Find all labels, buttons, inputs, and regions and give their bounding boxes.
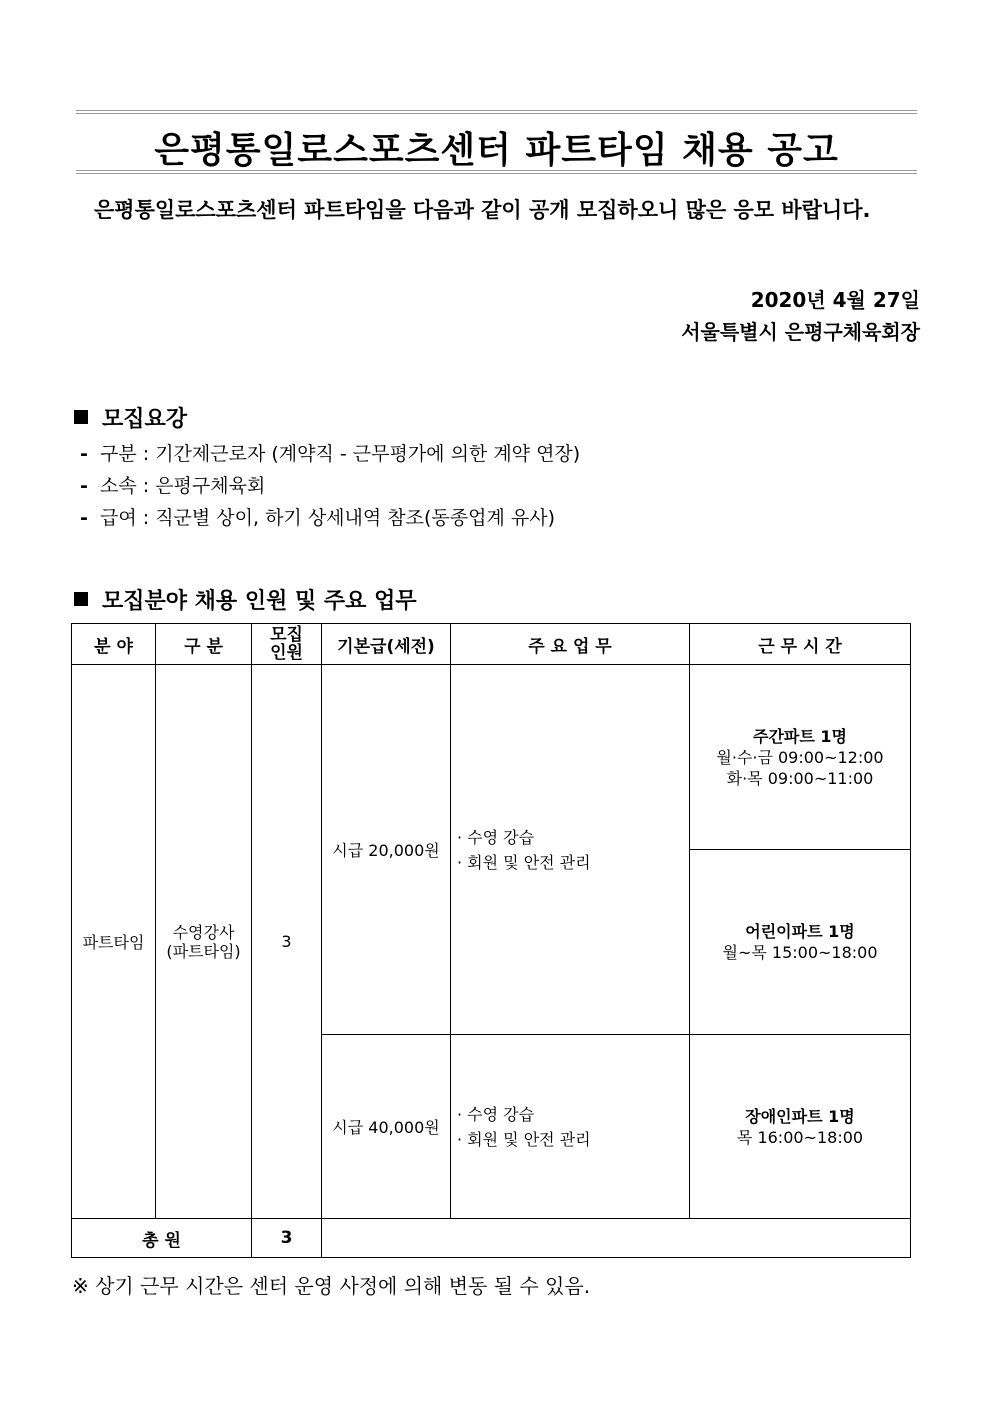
requirement-item: - 구분 : 기간제근로자 (계약직 - 근무평가에 의한 계약 연장) [80,443,581,465]
requirement-item: - 소속 : 은평구체육회 [80,475,266,497]
header-duties: 주 요 업 무 [451,624,690,665]
requirement-item: - 급여 : 직군별 상이, 하기 상세내역 참조(동종업계 유사) [80,507,555,529]
table-header-row [72,624,911,665]
total-empty [322,1219,911,1258]
issuing-organization: 서울특별시 은평구체육회장 [681,320,920,344]
square-bullet-icon [74,410,88,424]
header-field: 분 야 [72,624,156,665]
cell-field: 파트타임 [72,665,156,1219]
total-count: 3 [252,1219,322,1258]
section-heading-positions: 모집분야 채용 인원 및 주요 업무 [74,584,417,615]
cell-duties: · 수영 강습 · 회원 및 안전 관리 [451,665,690,1035]
footnote: ※ 상기 근무 시간은 센터 운영 사정에 의해 변동 될 수 있음. [72,1274,591,1298]
cell-category: 수영강사 (파트타임) [156,665,252,1219]
table-row [72,665,911,850]
cell-pay: 시급 20,000원 [322,665,451,1035]
notice-date: 2020년 4월 27일 [750,288,920,312]
section-heading-requirements: 모집요강 [74,402,187,433]
header-pay: 기본급(세전) [322,624,451,665]
header-count: 모집 인원 [252,624,322,665]
header-hours: 근 무 시 간 [690,624,911,665]
cell-schedule-disabled: 장애인파트 1명 목 16:00~18:00 [690,1035,911,1219]
square-bullet-icon [74,592,88,606]
cell-schedule-day: 주간파트 1명 월·수·금 09:00~12:00 화·목 09:00~11:00 [690,665,911,850]
total-label: 총 원 [72,1219,252,1258]
intro-paragraph: 은평통일로스포츠센터 파트타임을 다음과 같이 공개 모집하오니 많은 응모 바랍니다. [94,198,871,222]
cell-count: 3 [252,665,322,1219]
cell-duties: · 수영 강습 · 회원 및 안전 관리 [451,1035,690,1219]
title-banner [76,110,917,174]
cell-pay: 시급 40,000원 [322,1035,451,1219]
table-total-row [72,1219,911,1258]
cell-schedule-children: 어린이파트 1명 월~목 15:00~18:00 [690,850,911,1035]
recruitment-table [71,623,911,1258]
header-category: 구 분 [156,624,252,665]
page-title: 은평통일로스포츠센터 파트타임 채용 공고 [154,130,839,171]
